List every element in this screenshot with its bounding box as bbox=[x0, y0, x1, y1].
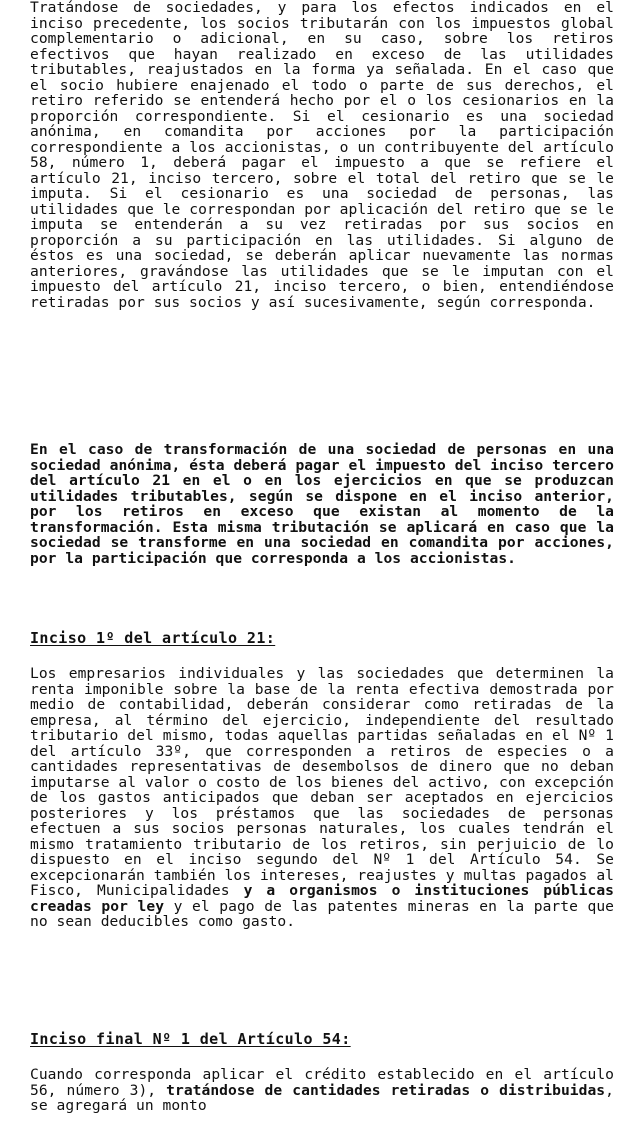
heading-inciso-1-articulo-21: Inciso 1º del artículo 21: bbox=[30, 629, 276, 647]
paragraph-3-bold-text: y a organismos o instituciones públicas creadas por ley bbox=[30, 882, 614, 915]
paragraph-3-text-a: Los empresarios individuales y las sociedades que determinen la renta imponible sobre la base de la renta efectiva demostrada por medio de contabilidad, deberán considerar como retiradas de la empresa, al término del ejercicio, independiente del resultado tributario del mismo, todas aquellas partidas señaladas en el Nº 1 del artículo 33º, que corresponden a retiros de especies o a cantidades representativas de desembolsos de dinero que no deban imputarse al valor o costo de los bienes del activo, con excepción de los gastos anticipados que deban ser aceptados en ejercicios posteriores y los préstamos que las sociedades de personas efectuen a sus socios personas naturales, los cuales tendrán el mismo tratamiento tributario de los retiros, sin perjuicio de lo dispuesto en el inciso segundo del Nº 1 del Artículo 54. Se excepcionarán también los intereses, reajustes y multas pagados al Fisco, Municipalidades bbox=[30, 665, 614, 899]
paragraph-4 bbox=[30, 1067, 614, 1114]
paragraph-4-text-a: Cuando corresponda aplicar el crédito establecido en el artículo 56, número 3), bbox=[30, 1066, 614, 1099]
paragraph-3-text-b: y el pago de las patentes mineras en la parte que no sean deducibles como gasto. bbox=[30, 897, 614, 930]
paragraph-4-text-b: , se agregará un monto bbox=[30, 1081, 614, 1114]
paragraph-4-bold-text: tratándose de cantidades retiradas o distribuidas bbox=[166, 1081, 606, 1099]
heading-inciso-final-articulo-54: Inciso final Nº 1 del Artículo 54: bbox=[30, 1030, 351, 1048]
paragraph-2: En el caso de transformación de una sociedad de personas en una sociedad anónima, ésta deberá pagar el impuesto del inciso tercero del artículo 21 en el o en los ejercicios en que se produzcan utilidades tributables, según se dispone en el inciso anterior, por los retiros en exceso que existan al momento de la transformación. Esta misma tributación se aplicará en caso que la sociedad se transforme en una sociedad en comandita por acciones, por la participación que corresponda a los accionistas. bbox=[30, 441, 614, 567]
paragraph-1: Tratándose de sociedades, y para los efectos indicados en el inciso precedente, los socios tributarán con los impuestos global complementario o adicional, en su caso, sobre los retiros efectivos que hayan realizado en exceso de las utilidades tributables, reajustados en la forma ya señalada. En el caso que el socio hubiere enajenado el todo o parte de sus derechos, el retiro referido se entenderá hecho por el o los cesionarios en la proporción correspondiente. Si el cesionario es una sociedad anónima, en comandita por acciones por la participación correspondiente a los accionistas, o un contribuyente del artículo 58, número 1, deberá pagar el impuesto a que se refiere el artículo 21, inciso tercero, sobre el total del retiro que se le imputa. Si el cesionario es una sociedad de personas, las utilidades que le correspondan por aplicación del retiro que se le imputa se entenderán a su vez retiradas por sus socios en proporción a su participación en las utilidades. Si alguno de éstos es una sociedad, se deberán aplicar nuevamente las normas anteriores, gravándose las utilidades que se le imputan con el impuesto del artículo 21, inciso tercero, o bien, entendiéndose retiradas por sus socios y así sucesivamente, según corresponda. bbox=[30, 0, 614, 311]
paragraph-3 bbox=[30, 666, 614, 930]
